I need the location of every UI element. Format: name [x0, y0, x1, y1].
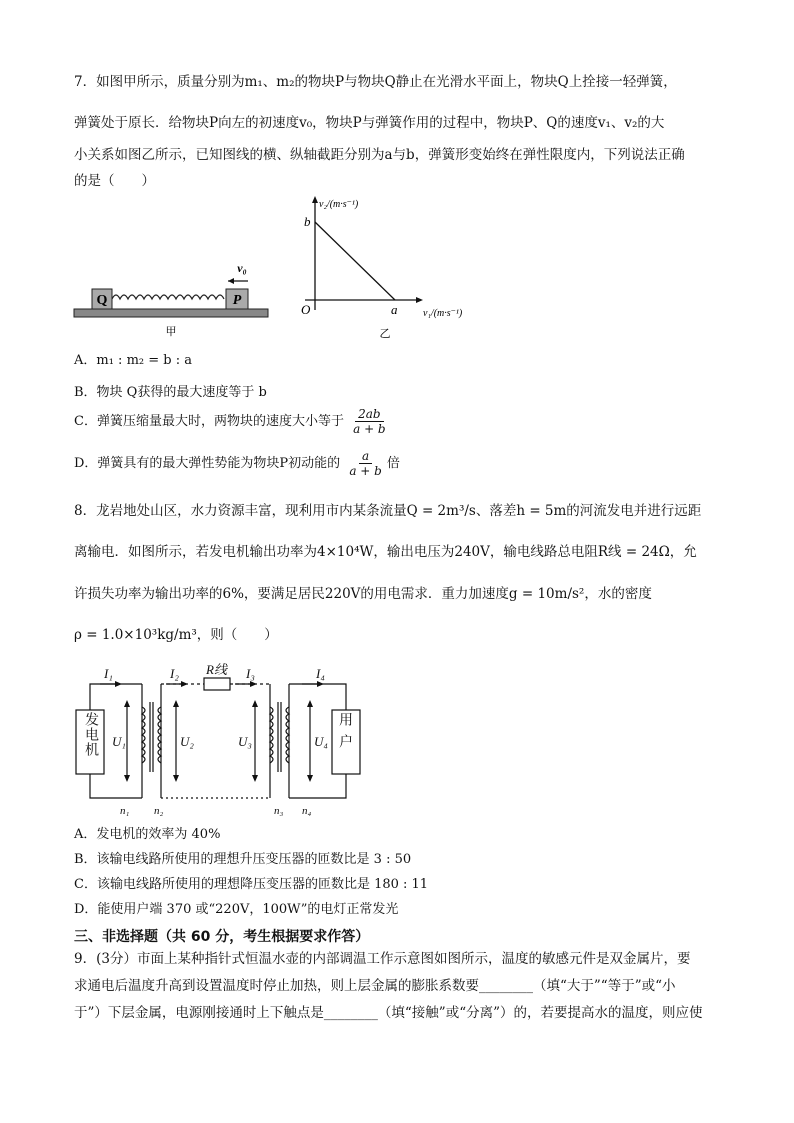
label-i1: I₁ [104, 666, 113, 681]
frac-num: 2ab [355, 407, 383, 422]
user-label: 用户 [337, 712, 353, 756]
intercept-a: a [391, 302, 398, 317]
q7-figure-yi [295, 192, 480, 342]
frac-den: a + b [353, 422, 386, 436]
y-arrow-icon [312, 196, 318, 203]
track [74, 309, 268, 317]
caption-yi: 乙 [379, 328, 391, 340]
q8-line-3: 许损失功率为输出功率的6%，要满足居民220V的用电需求．重力加速度g = 10m/s²，水的密度 [74, 586, 652, 602]
generator-label: 发电机 [83, 712, 99, 757]
arrow-head-icon [228, 278, 234, 284]
label-u2: U₂ [180, 734, 194, 749]
label-i3: I₃ [246, 666, 255, 681]
label-q: Q [96, 293, 108, 308]
q8-option-d: D．能使用户端 370 或“220V，100W”的电灯正常发光 [74, 902, 399, 917]
q8-line-2: 离输电．如图所示，若发电机输出功率为4×10⁴W，输出电压为240V，输电线路总电阻R线 = 24Ω，允 [74, 544, 697, 560]
origin-label: O [301, 302, 311, 317]
frac-den: a + b [349, 464, 382, 478]
label-r: R线 [206, 662, 227, 677]
q7-line-3: 小关系如图乙所示，已知图线的横、纵轴截距分别为a与b，弹簧形变始终在弹性限度内，下列说法正确 [74, 147, 685, 163]
q9-line-3: 于”）下层金属，电源刚接通时上下触点是________（填“接触”或“分离”）的，若要提高水的温度，则应使 [74, 1005, 703, 1021]
label-p: P [232, 293, 242, 308]
section-heading: 三、非选择题（共 60 分，考生根据要求作答） [74, 929, 370, 945]
frac-num: a [359, 449, 372, 464]
label-n2: n₂ [154, 805, 164, 817]
q7-option-c-text: C．弹簧压缩量最大时，两物块的速度大小等于 [74, 414, 344, 429]
spring [112, 295, 224, 299]
label-i4: I₄ [316, 666, 325, 681]
label-u3: U₃ [238, 734, 252, 749]
caption-jia: 甲 [165, 326, 177, 338]
q7-option-d-fraction [346, 449, 385, 478]
q8-line-4: ρ = 1.0×10³kg/m³，则（ ） [74, 627, 278, 643]
q8-option-a: A．发电机的效率为 40% [74, 827, 221, 842]
q7-option-d [74, 449, 400, 478]
q7-line-2: 弹簧处于原长．给物块P向左的初速度v₀，物块P与弹簧作用的过程中，物块P、Q的速度v₁、v₂的大 [74, 115, 665, 131]
q8-option-b: B．该输电线路所使用的理想升压变压器的匝数比是 3 : 50 [74, 852, 412, 867]
label-n3: n₃ [274, 805, 284, 817]
q7-option-d-text: D．弹簧具有的最大弹性势能为物块P初动能的 [74, 456, 341, 471]
q7-option-c [74, 407, 391, 436]
label-u4: U₄ [314, 734, 328, 749]
q7-option-b: B．物块 Q获得的最大速度等于 b [74, 385, 267, 400]
label-u1: U₁ [112, 734, 126, 749]
q7-figure-jia [70, 255, 275, 340]
q9-line-2: 求通电后温度升高到设置温度时停止加热，则上层金属的膨胀系数要________（填“大于”“等于”或“小 [74, 978, 676, 994]
graph-line [315, 222, 395, 300]
label-v0: v₀ [237, 261, 247, 275]
q8-circuit-diagram [70, 662, 370, 822]
q8-option-c: C．该输电线路所使用的理想降压变压器的匝数比是 180 : 11 [74, 877, 429, 892]
label-n1: n₁ [120, 805, 130, 817]
y-axis-label: v₂/(m·s⁻¹) [319, 199, 359, 210]
q7-option-d-suffix: 倍 [386, 456, 400, 471]
label-i2: I₂ [170, 666, 179, 681]
label-n4: n₄ [302, 805, 312, 817]
q8-line-1: 8．龙岩地处山区，水力资源丰富，现利用市内某条流量Q = 2m³/s、落差h = 5m的河流发电并进行远距 [74, 503, 702, 519]
x-arrow-icon [416, 297, 423, 303]
q7-line-4: 的是（ ） [74, 173, 155, 189]
x-axis-label: v₁/(m·s⁻¹) [423, 308, 463, 319]
intercept-b: b [304, 214, 311, 229]
q7-option-c-fraction [350, 407, 389, 436]
q7-option-a: A．m₁ : m₂ = b : a [74, 353, 192, 368]
q9-line-1: 9．(3分）市面上某种指针式恒温水壶的内部调温工作示意图如图所示，温度的敏感元件是双金属片，要 [74, 951, 691, 967]
q7-line-1: 7．如图甲所示，质量分别为m₁、m₂的物块P与物块Q静止在光滑水平面上，物块Q上拴接一轻弹簧， [74, 74, 677, 90]
